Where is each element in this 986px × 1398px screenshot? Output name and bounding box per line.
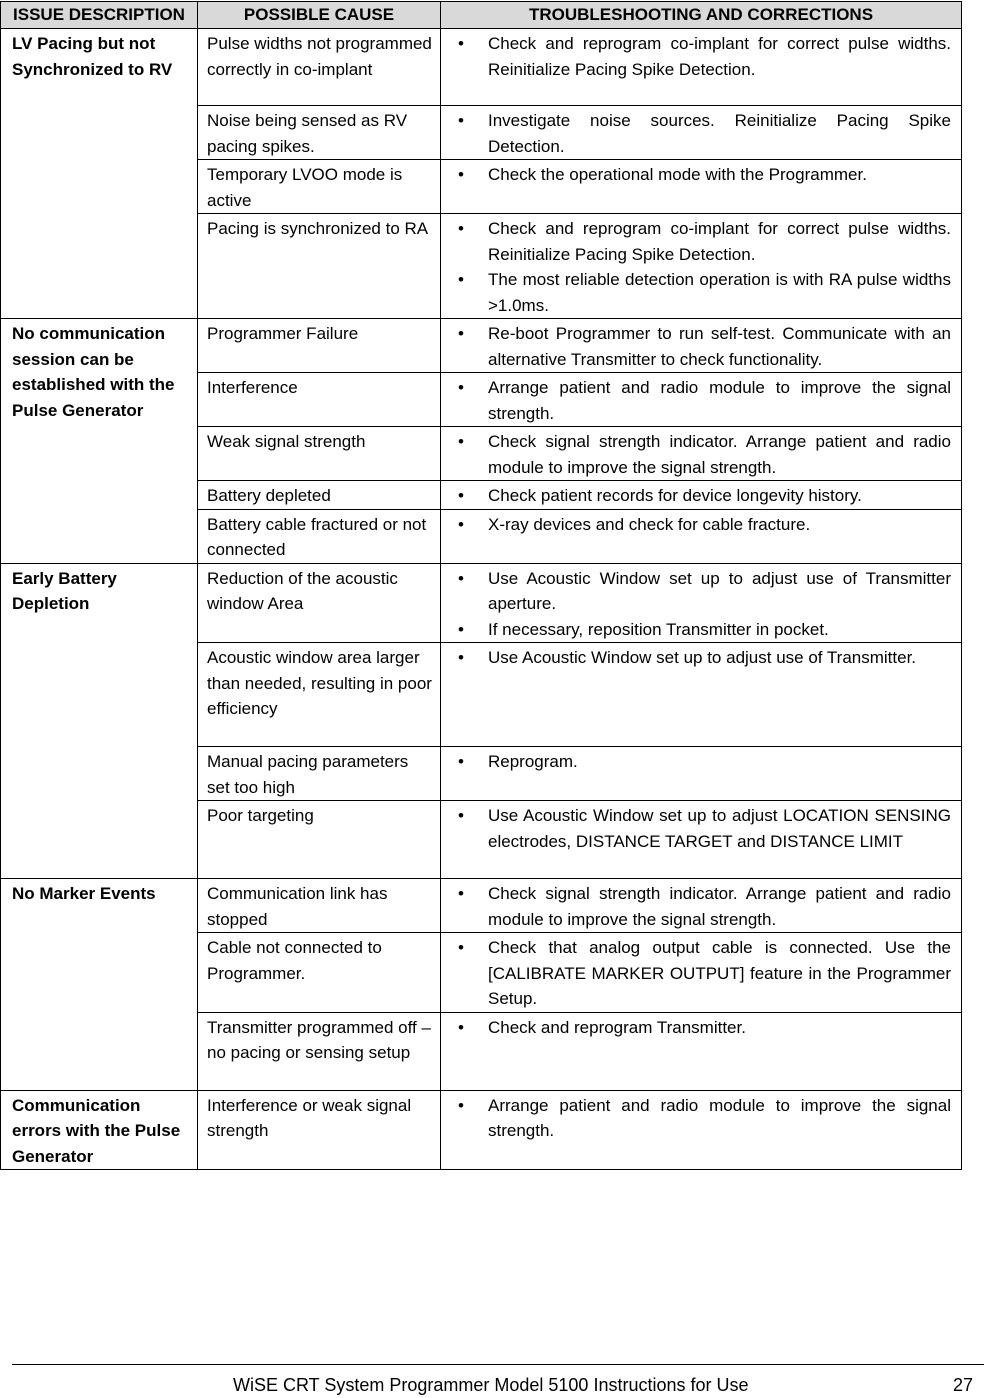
page-number: 27 xyxy=(953,1375,974,1395)
correction-item: • Check signal strength indicator. Arrange patient and radio module to improve the signal strength. xyxy=(449,881,951,932)
table-row xyxy=(1,1090,962,1170)
cause-cell: Transmitter programmed off – no pacing or sensing setup xyxy=(198,1012,441,1090)
cause-cell: Interference or weak signal strength xyxy=(198,1090,441,1170)
correction-cell xyxy=(441,481,962,510)
footer-divider xyxy=(12,1364,984,1365)
correction-item: • Check and reprogram co-implant for correct pulse widths. Reinitialize Pacing Spike Detection. xyxy=(449,31,951,82)
correction-item: • If necessary, reposition Transmitter in pocket. xyxy=(449,617,951,643)
cause-cell: Communication link has stopped xyxy=(198,879,441,933)
correction-cell xyxy=(441,563,962,643)
footer-title: WiSE CRT System Programmer Model 5100 Instructions for Use xyxy=(233,1375,749,1395)
correction-cell xyxy=(441,373,962,427)
correction-cell xyxy=(441,879,962,933)
header-possible-cause: POSSIBLE CAUSE xyxy=(198,2,441,29)
issue-cell: No Marker Events xyxy=(1,879,198,1091)
cause-cell: Cable not connected to Programmer. xyxy=(198,933,441,1013)
correction-cell xyxy=(441,933,962,1013)
cause-cell: Temporary LVOO mode is active xyxy=(198,160,441,214)
cause-cell: Programmer Failure xyxy=(198,319,441,373)
correction-item: • Arrange patient and radio module to improve the signal strength. xyxy=(449,375,951,426)
issue-cell: Communication errors with the Pulse Generator xyxy=(1,1090,198,1170)
correction-cell xyxy=(441,747,962,801)
correction-cell xyxy=(441,427,962,481)
correction-item: • Check signal strength indicator. Arrange patient and radio module to improve the signal strength. xyxy=(449,429,951,480)
cause-cell: Acoustic window area larger than needed, resulting in poor efficiency xyxy=(198,643,441,747)
correction-cell xyxy=(441,643,962,747)
cause-cell: Pulse widths not programmed correctly in co-implant xyxy=(198,29,441,106)
correction-cell xyxy=(441,319,962,373)
table-row xyxy=(1,319,962,373)
correction-cell xyxy=(441,509,962,563)
correction-item: • The most reliable detection operation is with RA pulse widths >1.0ms. xyxy=(449,267,951,318)
cause-cell: Interference xyxy=(198,373,441,427)
correction-cell xyxy=(441,106,962,160)
correction-cell xyxy=(441,160,962,214)
cause-cell: Reduction of the acoustic window Area xyxy=(198,563,441,643)
correction-cell xyxy=(441,1090,962,1170)
cause-cell: Battery depleted xyxy=(198,481,441,510)
cause-cell: Battery cable fractured or not connected xyxy=(198,509,441,563)
cause-cell: Weak signal strength xyxy=(198,427,441,481)
correction-cell xyxy=(441,1012,962,1090)
correction-cell xyxy=(441,29,962,106)
table-row xyxy=(1,29,962,106)
correction-item: • Check that analog output cable is connected. Use the [CALIBRATE MARKER OUTPUT] feature in the Programmer Setup. xyxy=(449,935,951,1012)
correction-item: • Use Acoustic Window set up to adjust LOCATION SENSING electrodes, DISTANCE TARGET and DISTANCE LIMIT xyxy=(449,803,951,854)
correction-item: • Check patient records for device longevity history. xyxy=(449,483,951,509)
header-issue-description: ISSUE DESCRIPTION xyxy=(1,2,198,29)
header-troubleshooting-corrections: TROUBLESHOOTING AND CORRECTIONS xyxy=(441,2,962,29)
troubleshooting-table xyxy=(0,1,962,1170)
table-header-row xyxy=(1,2,962,29)
correction-item: • Use Acoustic Window set up to adjust use of Transmitter. xyxy=(449,645,951,671)
correction-item: • X-ray devices and check for cable fracture. xyxy=(449,512,951,538)
issue-cell: No communication session can be established with the Pulse Generator xyxy=(1,319,198,564)
correction-item: • Arrange patient and radio module to improve the signal strength. xyxy=(449,1093,951,1144)
cause-cell: Pacing is synchronized to RA xyxy=(198,214,441,319)
cause-cell: Manual pacing parameters set too high xyxy=(198,747,441,801)
table-row xyxy=(1,563,962,643)
correction-item: • Use Acoustic Window set up to adjust use of Transmitter aperture. xyxy=(449,566,951,617)
correction-item: • Check the operational mode with the Programmer. xyxy=(449,162,951,188)
correction-cell xyxy=(441,801,962,879)
correction-item: • Investigate noise sources. Reinitialize Pacing Spike Detection. xyxy=(449,108,951,159)
issue-cell: LV Pacing but not Synchronized to RV xyxy=(1,29,198,319)
correction-item: • Re-boot Programmer to run self-test. Communicate with an alternative Transmitter to check functionality. xyxy=(449,321,951,372)
correction-item: • Reprogram. xyxy=(449,749,951,775)
issue-cell: Early Battery Depletion xyxy=(1,563,198,879)
correction-item: • Check and reprogram co-implant for correct pulse widths. Reinitialize Pacing Spike Detection. xyxy=(449,216,951,267)
cause-cell: Noise being sensed as RV pacing spikes. xyxy=(198,106,441,160)
table-row xyxy=(1,879,962,933)
cause-cell: Poor targeting xyxy=(198,801,441,879)
correction-item: • Check and reprogram Transmitter. xyxy=(449,1015,951,1041)
correction-cell xyxy=(441,214,962,319)
